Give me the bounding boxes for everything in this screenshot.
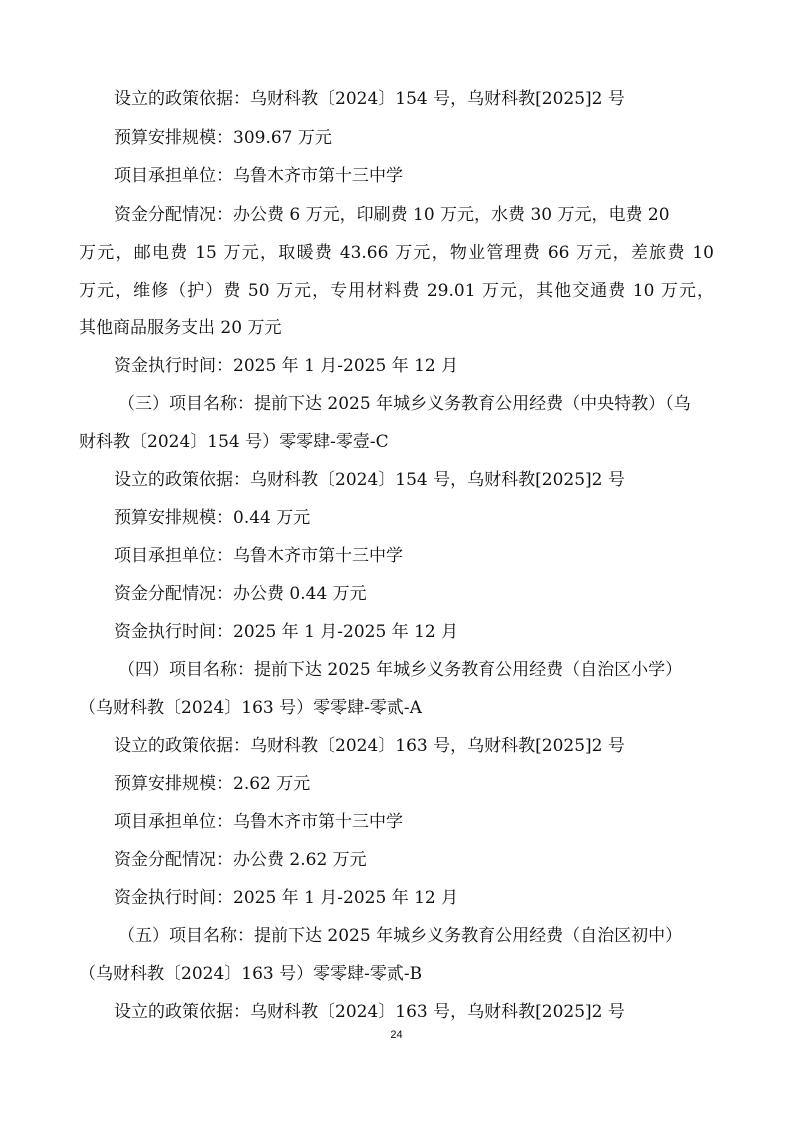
policy-basis-line: 设立的政策依据：乌财科教〔2024〕154 号，乌财科教[2025]2 号 [114,89,625,109]
policy-basis-line: 设立的政策依据：乌财科教〔2024〕163 号，乌财科教[2025]2 号 [114,736,625,756]
section-heading: （五）项目名称：提前下达 2025 年城乡义务教育公用经费（自治区初中） [118,926,683,946]
section-heading: （三）项目名称：提前下达 2025 年城乡义务教育公用经费（中央特教）（乌 [118,394,691,414]
section-heading-continuation: （乌财科教〔2024〕163 号）零零肆-零贰-A [79,698,422,718]
fund-allocation-continuation: 万元，邮电费 15 万元，取暖费 43.66 万元，物业管理费 66 万元，差旅费 10 [79,243,714,263]
budget-scale-line: 预算安排规模：309.67 万元 [114,128,332,148]
execution-time-line: 资金执行时间：2025 年 1 月-2025 年 12 月 [114,356,459,376]
fund-allocation-line: 资金分配情况：办公费 0.44 万元 [114,584,367,604]
execution-time-line: 资金执行时间：2025 年 1 月-2025 年 12 月 [114,622,459,642]
budget-scale-line: 预算安排规模：2.62 万元 [114,774,311,794]
project-unit-line: 项目承担单位：乌鲁木齐市第十三中学 [114,812,403,832]
section-heading: （四）项目名称：提前下达 2025 年城乡义务教育公用经费（自治区小学） [118,660,683,680]
page-number: 24 [390,1029,403,1041]
fund-allocation-continuation: 万元，维修（护）费 50 万元，专用材料费 29.01 万元，其他交通费 10 万元， [79,281,714,301]
project-unit-line: 项目承担单位：乌鲁木齐市第十三中学 [114,166,403,186]
execution-time-line: 资金执行时间：2025 年 1 月-2025 年 12 月 [114,888,459,908]
section-heading-continuation: 财科教〔2024〕154 号）零零肆-零壹-C [79,432,389,452]
project-unit-line: 项目承担单位：乌鲁木齐市第十三中学 [114,546,403,566]
fund-allocation-continuation: 其他商品服务支出 20 万元 [79,318,282,338]
policy-basis-line: 设立的政策依据：乌财科教〔2024〕154 号，乌财科教[2025]2 号 [114,470,625,490]
policy-basis-line: 设立的政策依据：乌财科教〔2024〕163 号，乌财科教[2025]2 号 [114,1002,625,1022]
fund-allocation-line: 资金分配情况：办公费 2.62 万元 [114,850,367,870]
fund-allocation-line: 资金分配情况：办公费 6 万元，印刷费 10 万元，水费 30 万元，电费 20 [114,205,670,225]
budget-scale-line: 预算安排规模：0.44 万元 [114,508,311,528]
section-heading-continuation: （乌财科教〔2024〕163 号）零零肆-零贰-B [79,964,423,984]
